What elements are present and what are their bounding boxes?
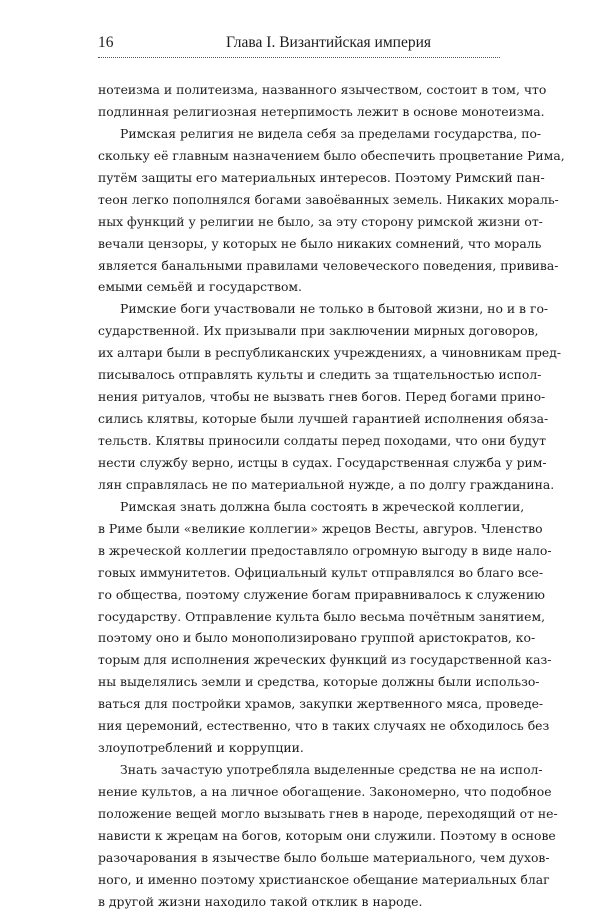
text-line: емыми семьёй и государством. <box>98 279 302 295</box>
text-line: путём защиты его материальных интересов. Поэтому Римский пан- <box>98 169 545 185</box>
text-line: нения ритуалов, чтобы не вызвать гнев богов. Перед богами прино- <box>98 389 546 405</box>
text-line: в другой жизни находило такой отклик в народе. <box>98 893 423 909</box>
text-line: вечали цензоры, у которых не было никаких сомнений, что мораль <box>98 235 542 251</box>
text-line: теон легко пополнялся богами завоёванных земель. Никаких мораль- <box>98 191 559 207</box>
text-line: является банальными правилами человеческого поведения, привива- <box>98 257 559 273</box>
text-line: положение вещей могло вызывать гнев в народе, переходящий от не- <box>98 805 558 821</box>
running-head <box>98 30 500 56</box>
paragraph <box>98 759 558 913</box>
text-line: в Риме были «великие коллегии» жрецов Весты, авгуров. Членство <box>98 520 543 536</box>
text-line: разочарования в язычестве было больше материального, чем духов- <box>98 849 550 865</box>
paragraph <box>98 123 565 299</box>
text-line: подлинная религиозная нетерпимость лежит в основе монотеизма. <box>98 103 545 119</box>
text-line: их алтари были в республиканских учреждениях, а чиновникам пред- <box>98 345 562 361</box>
text-line: в жреческой коллегии предоставляло огромную выгоду в виде нало- <box>98 542 552 558</box>
text-line: нависти к жрецам на богов, которым они служили. Поэтому в основе <box>98 827 556 843</box>
text-line: нести службу верно, истцы в судах. Государственная служба у рим- <box>98 454 547 470</box>
text-line: торым для исполнения жреческих функций из государственной каз- <box>98 652 552 668</box>
header-rule <box>98 57 500 58</box>
text-line: ного, и именно поэтому христианское обещание материальных благ <box>98 871 550 887</box>
text-line: Римская религия не видела себя за пределами государства, по- <box>120 125 542 141</box>
text-line: Римская знать должна была состоять в жреческой коллегии, <box>120 498 525 514</box>
page-number: 16 <box>98 34 114 51</box>
text-line: нение культов, а на личное обогащение. Закономерно, что подобное <box>98 784 552 799</box>
text-line: государству. Отправление культа было весьма почётным занятием, <box>98 608 546 624</box>
text-line: скольку её главным назначением было обеспечить процветание Рима, <box>98 147 565 163</box>
text-line: писывалось отправлять культы и следить за тщательностью испол- <box>98 367 542 383</box>
text-line: сударственной. Их призывали при заключении мирных договоров, <box>98 323 539 339</box>
text-line: лян справлялась не по материальной нужде, а по долгу гражданина. <box>98 476 555 492</box>
text-line: нотеизма и политеизма, названного язычеством, состоит в том, что <box>98 82 547 97</box>
text-line: тельств. Клятвы приносили солдаты перед походами, что они будут <box>98 433 546 448</box>
text-line: ния церемоний, естественно, что в таких случаях не обходилось без <box>98 718 550 734</box>
chapter-title: Глава I. Византийская империя <box>226 34 431 51</box>
paragraph <box>98 79 547 123</box>
text-line: Римские боги участвовали не только в бытовой жизни, но и в го- <box>120 301 549 317</box>
text-line: злоупотреблений и коррупции. <box>98 740 304 756</box>
body-text <box>98 79 565 913</box>
text-line: поэтому оно и было монополизировано группой аристократов, ко- <box>98 630 536 646</box>
text-line: Знать зачастую употребляла выделенные средства не на испол- <box>120 762 543 778</box>
text-line: го общества, поэтому служение богам приравнивалось к служению <box>98 586 545 602</box>
text-line: ваться для постройки храмов, закупки жертвенного мяса, проведе- <box>98 696 544 712</box>
text-line: сились клятвы, которые были лучшей гарантией исполнения обяза- <box>98 411 549 427</box>
paragraph <box>98 298 562 495</box>
text-line: ны выделялись земли и средства, которые должны были использо- <box>98 674 540 690</box>
text-line: ных функций у религии не было, за эту сторону римской жизни от- <box>98 213 543 229</box>
text-line: говых иммунитетов. Официальный культ отправлялся во благо все- <box>98 564 544 580</box>
paragraph <box>98 496 552 759</box>
